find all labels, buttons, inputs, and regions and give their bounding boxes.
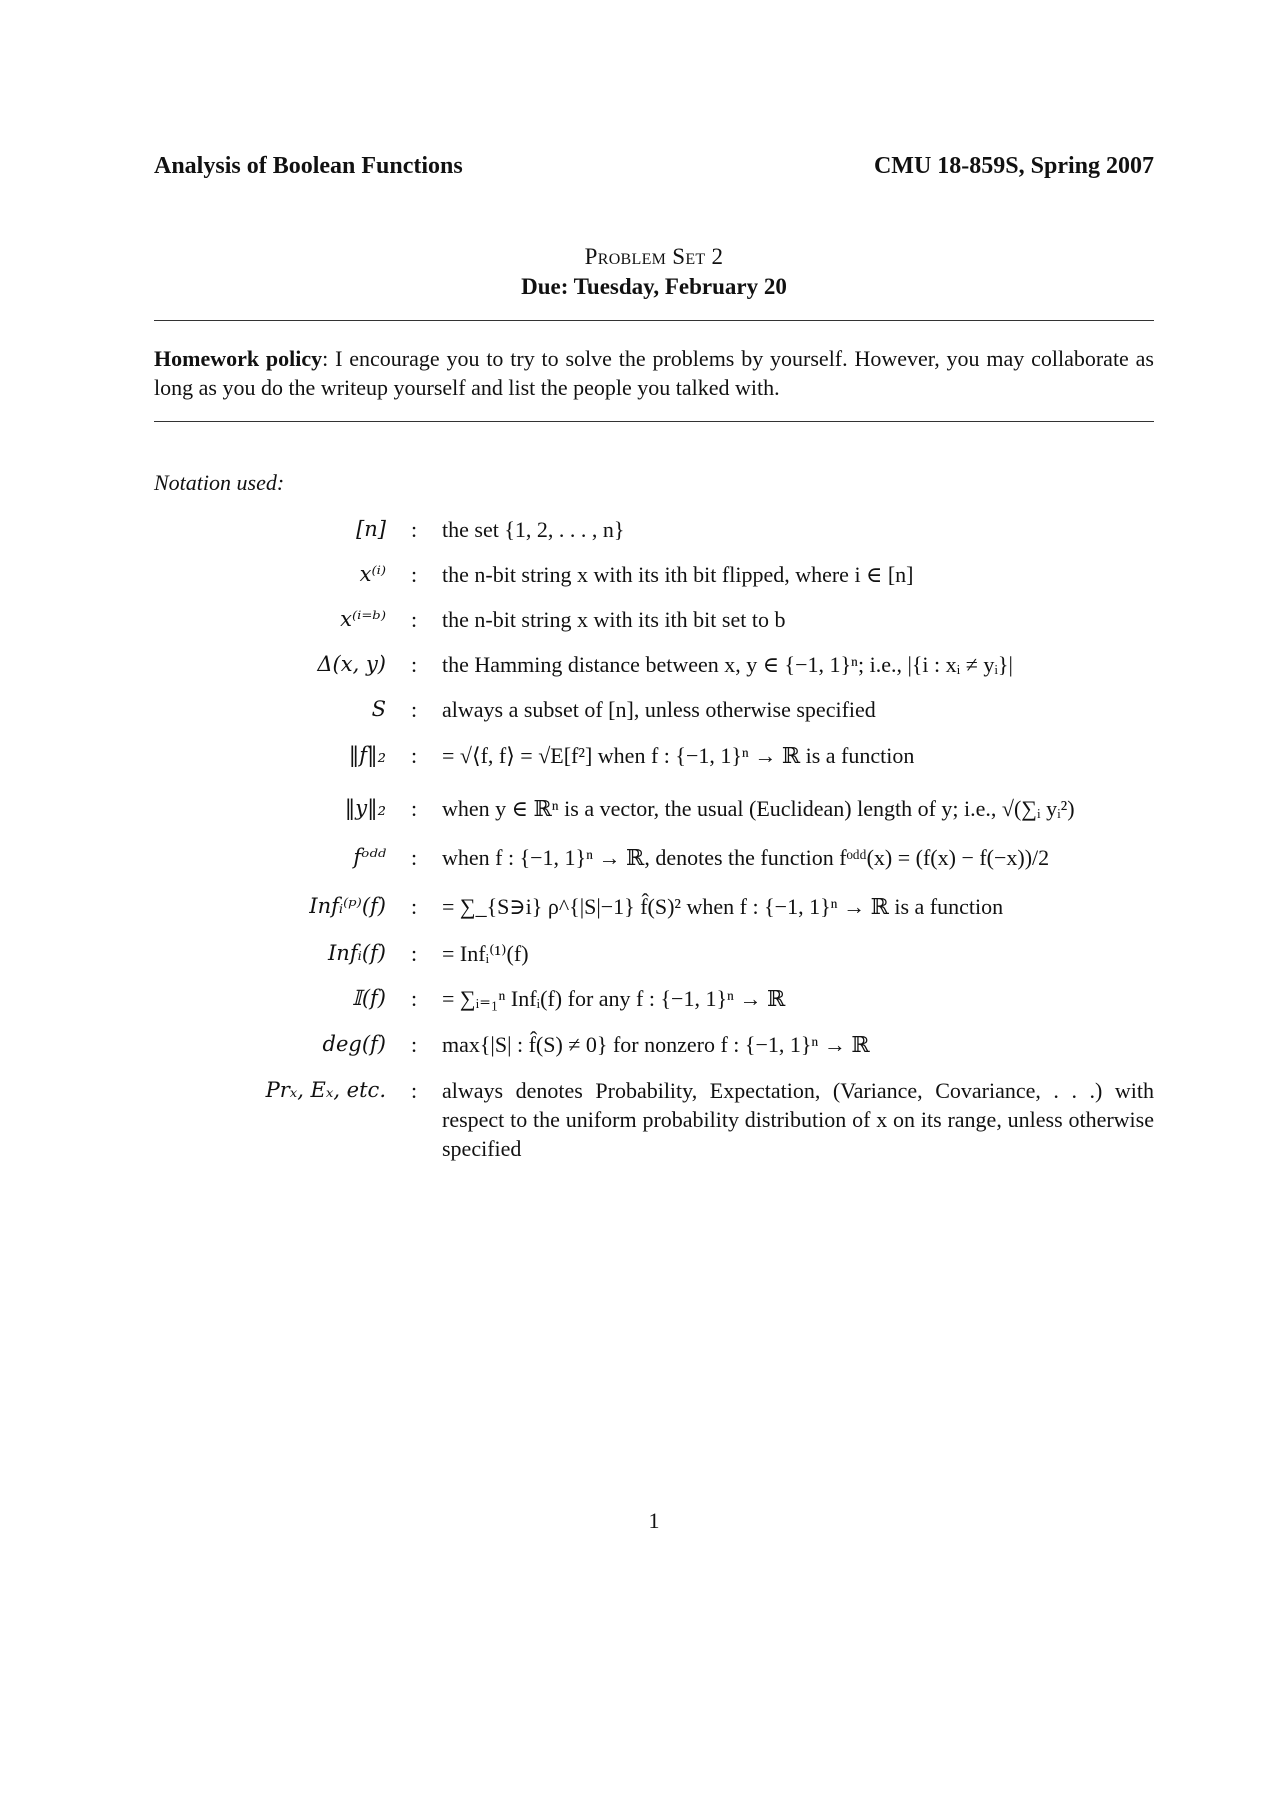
notation-definition: the Hamming distance between x, y ∈ {−1, 1}ⁿ; i.e., |{i : xᵢ ≠ yᵢ}| <box>442 652 1013 677</box>
notation-colon: : <box>410 796 418 821</box>
course-title: Analysis of Boolean Functions <box>154 153 463 179</box>
notation-row <box>154 650 1154 679</box>
notation-symbol: x⁽ⁱ⁾ <box>359 562 386 586</box>
notation-symbol: ‖f‖₂ <box>348 743 386 767</box>
notation-colon: : <box>410 845 418 870</box>
notation-symbol: x⁽ⁱ⁼ᵇ⁾ <box>340 607 386 631</box>
notation-colon: : <box>410 652 418 677</box>
notation-definition: = ∑_{S∋i} ρ^{|S|−1} f̂(S)² when f : {−1, 1}ⁿ → ℝ is a function <box>442 894 1004 919</box>
notation-row <box>154 605 1154 634</box>
notation-colon: : <box>410 986 418 1011</box>
notation-row <box>154 984 1154 1013</box>
notation-label: Notation used: <box>154 470 285 495</box>
notation-definition: when f : {−1, 1}ⁿ → ℝ, denotes the function fᵒᵈᵈ(x) = (f(x) − f(−x))/2 <box>442 845 1050 870</box>
notation-definition: when y ∈ ℝⁿ is a vector, the usual (Euclidean) length of y; i.e., √(∑ᵢ yᵢ²) <box>442 796 1075 821</box>
notation-definition: = ∑ᵢ₌₁ⁿ Infᵢ(f) for any f : {−1, 1}ⁿ → ℝ <box>442 986 786 1011</box>
notation-definition: always a subset of [n], unless otherwise specified <box>442 697 876 722</box>
page-header <box>154 153 1154 180</box>
problem-set-title: Problem Set 2 <box>584 244 724 269</box>
notation-symbol: Prₓ, Eₓ, etc. <box>265 1078 386 1102</box>
notation-definition: = Infᵢ⁽¹⁾(f) <box>442 941 529 966</box>
notation-definition: the n-bit string x with its ith bit flipped, where i ∈ [n] <box>442 562 914 587</box>
notation-colon: : <box>410 562 418 587</box>
notation-row <box>154 794 1154 823</box>
notation-row <box>154 560 1154 589</box>
notation-symbol: deg(f) <box>322 1032 386 1056</box>
due-date: Due: Tuesday, February 20 <box>521 274 787 299</box>
notation-colon: : <box>410 894 418 919</box>
notation-definition: max{|S| : f̂(S) ≠ 0} for nonzero f : {−1, 1}ⁿ → ℝ <box>442 1032 870 1057</box>
notation-definition: the set {1, 2, . . . , n} <box>442 517 625 542</box>
notation-row <box>154 843 1154 872</box>
notation-colon: : <box>410 697 418 722</box>
policy-label: Homework policy <box>154 346 323 371</box>
notation-row <box>154 892 1154 921</box>
notation-symbol: S <box>371 697 386 721</box>
notation-symbol: [n] <box>356 517 386 541</box>
notation-symbol: ‖y‖₂ <box>344 796 386 820</box>
notation-row <box>154 1076 1154 1163</box>
notation-symbol: 𝕀(f) <box>352 986 386 1010</box>
course-info: CMU 18-859S, Spring 2007 <box>873 153 1154 179</box>
notation-table <box>154 515 1154 1163</box>
notation-row <box>154 939 1154 968</box>
divider-top <box>154 320 1154 321</box>
notation-colon: : <box>410 743 418 768</box>
divider-bottom <box>154 421 1154 422</box>
notation-definition: always denotes Probability, Expectation, (Variance, Covariance, . . .) with respect to the uniform probability distribution of x on its range, unless otherwise specified <box>442 1078 1154 1161</box>
notation-colon: : <box>410 607 418 632</box>
notation-symbol: Δ(x, y) <box>317 652 386 676</box>
notation-colon: : <box>410 941 418 966</box>
notation-row <box>154 695 1154 724</box>
page-number: 1 <box>648 1508 660 1533</box>
problem-set-title-block <box>154 242 1154 302</box>
notation-symbol: Infᵢ(f) <box>328 941 386 965</box>
notation-row <box>154 515 1154 544</box>
policy-text: : I encourage you to try to solve the problems by yourself. However, you may collaborate as long as you do the writeup yourself and list the people you talked with. <box>154 346 1154 400</box>
notation-definition: = √⟨f, f⟩ = √E[f²] when f : {−1, 1}ⁿ → ℝ is a function <box>442 743 915 768</box>
notation-definition: the n-bit string x with its ith bit set to b <box>442 607 786 632</box>
notation-symbol: Infᵢ⁽ᵖ⁾(f) <box>309 894 386 918</box>
notation-colon: : <box>410 1078 418 1103</box>
notation-symbol: fᵒᵈᵈ <box>353 845 386 869</box>
homework-policy <box>154 344 1154 402</box>
notation-row <box>154 741 1154 770</box>
notation-colon: : <box>410 517 418 542</box>
notation-row <box>154 1030 1154 1059</box>
notation-colon: : <box>410 1032 418 1057</box>
